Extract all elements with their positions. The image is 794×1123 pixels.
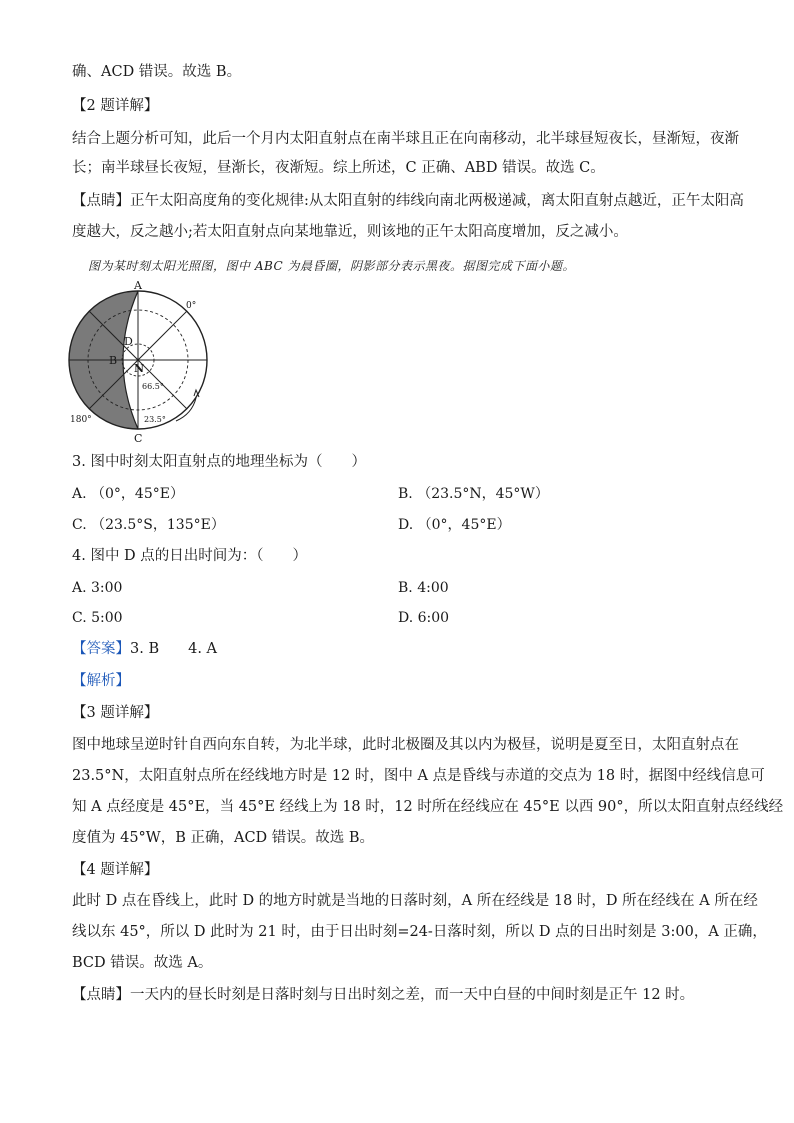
q3-option-b: B. （23.5°N，45°W）	[398, 486, 549, 502]
tip-text: 正午太阳高度角的变化规律:从太阳直射的纬线向南北两极递减，离太阳直射点越近，正午太阳高	[130, 193, 744, 209]
q4-option-b: B. 4:00	[398, 580, 449, 596]
text-line: 结合上题分析可知，此后一个月内太阳直射点在南半球且正在向南移动，北半球昼短夜长，昼渐短，夜渐	[72, 131, 739, 147]
label-66-5: 66.5°	[142, 382, 164, 391]
q4-option-c: C. 5:00	[72, 610, 123, 626]
text-line: 长；南半球昼长夜短，昼渐长，夜渐短。综上所述，C 正确、ABD 错误。故选 C。	[72, 160, 605, 176]
tip-tag: 【点睛】	[72, 987, 130, 1003]
q3-option-c: C. （23.5°S，135°E）	[72, 517, 225, 533]
label-d: D	[124, 335, 133, 348]
q3-analysis-header: 【3 题详解】	[72, 705, 159, 721]
answer-line	[72, 639, 732, 659]
text-line: 度越大，反之越小;若太阳直射点向某地靠近，则该地的正午太阳高度增加，反之减小。	[72, 224, 628, 240]
text-line: 确、ACD 错误。故选 B。	[72, 64, 242, 80]
text-line: 图中地球呈逆时针自西向东自转，为北半球，此时北极圈及其以内为极昼，说明是夏至日，太阳直射点在	[72, 737, 739, 753]
text-line: 知 A 点经度是 45°E，当 45°E 经线上为 18 时，12 时所在经线应在 45°E 以西 90°，所以太阳直射点经线经	[72, 799, 784, 815]
q2-header: 【2 题详解】	[72, 98, 159, 114]
label-a: A	[134, 279, 142, 292]
label-c: C	[134, 432, 143, 445]
text-line: 线以东 45°，所以 D 此时为 21 时，由于日出时刻=24-日落时刻，所以 D 点的日出时刻是 3:00，A 正确，	[72, 924, 767, 940]
label-0deg: 0°	[186, 301, 197, 311]
q4-option-d: D. 6:00	[398, 610, 450, 626]
tip-line	[72, 191, 744, 211]
text-line: BCD 错误。故选 A。	[72, 955, 213, 971]
text-line: 度值为 45°W，B 正确，ACD 错误。故选 B。	[72, 830, 375, 846]
tip-text: 一天内的昼长时刻是日落时刻与日出时刻之差，而一天中白昼的中间时刻是正午 12 时。	[130, 987, 695, 1003]
label-b: B	[109, 354, 118, 367]
label-n: N	[134, 362, 145, 375]
illumination-diagram	[68, 278, 218, 446]
q3-option-a: A. （0°，45°E）	[72, 486, 184, 502]
q3-stem: 3. 图中时刻太阳直射点的地理坐标为（ ）	[72, 454, 366, 470]
label-180deg: 180°	[70, 415, 92, 425]
figure-caption: 图为某时刻太阳光照图，图中 ABC 为晨昏圈，阴影部分表示黑夜。据图完成下面小题。	[88, 259, 576, 273]
answer-text: 3. B 4. A	[130, 641, 218, 657]
analysis-tag: 【解析】	[72, 673, 130, 689]
text-line: 此时 D 点在昏线上，此时 D 的地方时就是当地的日落时刻，A 所在经线是 18 时，D 所在经线在 A 所在经	[72, 893, 758, 909]
label-23-5: 23.5°	[144, 415, 166, 424]
q4-stem: 4. 图中 D 点的日出时间为：（ ）	[72, 548, 308, 564]
q4-analysis-header: 【4 题详解】	[72, 862, 159, 878]
text-line: 23.5°N，太阳直射点所在经线地方时是 12 时，图中 A 点是昏线与赤道的交点为 18 时，据图中经线信息可	[72, 768, 765, 784]
answer-tag: 【答案】	[72, 641, 130, 657]
q3-option-d: D. （0°，45°E）	[398, 517, 511, 533]
tip-tag: 【点睛】	[72, 193, 130, 209]
meridians	[69, 291, 207, 429]
q4-option-a: A. 3:00	[72, 580, 123, 596]
tip-line	[72, 985, 732, 1005]
